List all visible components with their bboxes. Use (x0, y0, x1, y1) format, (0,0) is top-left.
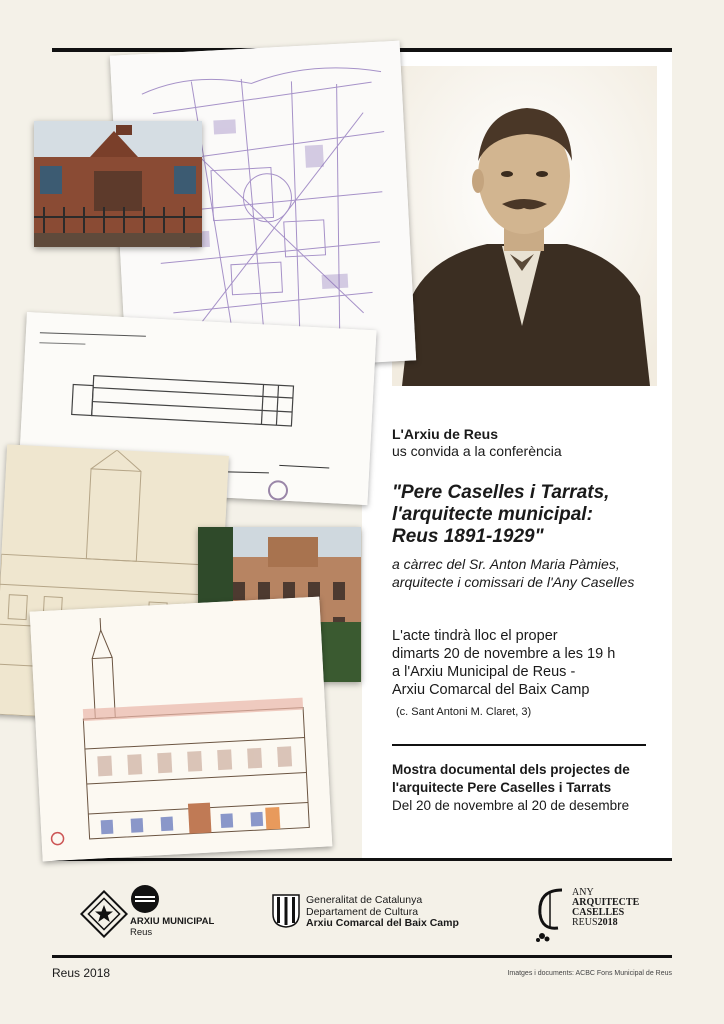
host-name: L'Arxiu de Reus (392, 426, 499, 442)
title-line: Reus 1891-1929" (392, 526, 544, 547)
title-line: l'arquitecte municipal: (392, 504, 593, 525)
any-line2: ARQUITECTE (572, 897, 640, 908)
modernist-building-photo (34, 121, 202, 247)
exhibition-line: l'arquitecte Pere Caselles i Tarrats (392, 780, 612, 795)
any-line3: CASELLES (572, 907, 625, 918)
footer-place-year: Reus 2018 (52, 966, 111, 980)
arxiu-line2: Reus (130, 927, 153, 938)
portrait-illustration (392, 66, 657, 386)
portrait-photo (392, 66, 657, 386)
any-year: 2018 (597, 917, 618, 928)
event-line: a l'Arxiu Municipal de Reus - (392, 664, 576, 680)
generalitat-line3: Arxiu Comarcal del Baix Camp (306, 917, 459, 929)
generalitat-line1: Generalitat de Catalunya (306, 894, 423, 906)
generalitat-logo-text (306, 895, 459, 930)
facade-elevation-illustration (30, 597, 333, 862)
event-line: Arxiu Comarcal del Baix Camp (392, 682, 590, 698)
bottom-rule (52, 955, 672, 958)
event-line: L'acte tindrà lloc el proper (392, 628, 558, 644)
speaker-info (392, 555, 634, 591)
arxiu-seal-icon (130, 884, 160, 914)
title-line: "Pere Caselles i Tarrats, (392, 482, 610, 503)
caselles-monogram-icon (532, 884, 572, 944)
mid-rule (52, 858, 672, 861)
speaker-line: arquitecte i comissari de l'Any Caselles (392, 574, 635, 590)
facade-elevation-document (30, 597, 333, 862)
any-logo-text (572, 888, 639, 928)
arxiu-logo-text (130, 916, 214, 938)
generalitat-line2: Departament de Cultura (306, 905, 419, 918)
exhibition-title (392, 761, 630, 797)
arxiu-diamond-icon (80, 890, 128, 938)
exhibition-rule (392, 744, 646, 746)
any-line1: ANY (572, 887, 594, 898)
arxiu-line1: ARXIU MUNICIPAL (130, 916, 215, 927)
any-city: REUS (572, 917, 598, 928)
speaker-line: a càrrec del Sr. Anton Maria Pàmies, (392, 556, 620, 572)
invite-line: us convida a la conferència (392, 443, 562, 459)
senyera-icon (272, 894, 300, 928)
arxiu-municipal-logo (80, 884, 220, 940)
any-caselles-logo (532, 884, 657, 948)
lecture-title (392, 482, 609, 548)
generalitat-logo (272, 894, 482, 930)
building-photo-illustration (34, 121, 202, 247)
exhibition-line: Mostra documental dels projectes de (392, 762, 630, 777)
event-address: (c. Sant Antoni M. Claret, 3) (396, 706, 532, 718)
any-line4 (572, 918, 639, 928)
footer-credits: Imatges i documents: ACBC Fons Municipal de Reus (507, 970, 672, 977)
exhibition-dates: Del 20 de novembre al 20 de desembre (392, 798, 630, 813)
event-line: dimarts 20 de novembre a les 19 h (392, 646, 616, 662)
event-details (392, 627, 615, 699)
